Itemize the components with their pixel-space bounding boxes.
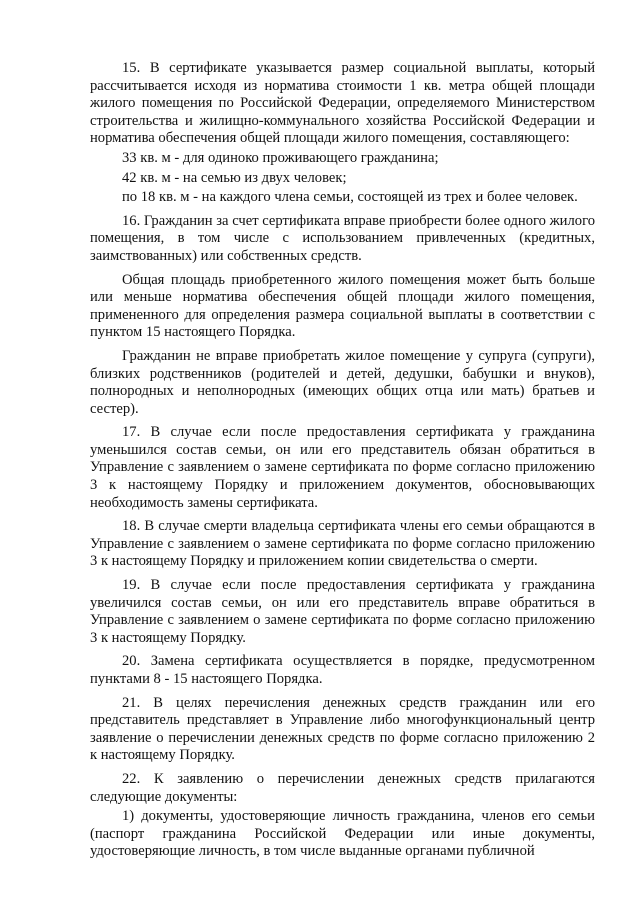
- paragraph-17: 17. В случае если после предоставления сертификата у гражданина уменьшился состав семьи, он или его представитель обязан обратиться в Управление с заявлением о замене сертификата по форме согласно приложению 3 к настоящему Порядку и приложением документов, обосновывающих необходимость замены сертификата.: [90, 424, 595, 511]
- paragraph-20: 20. Замена сертификата осуществляется в порядке, предусмотренном пунктами 8 - 15 настоящего Порядка.: [90, 653, 595, 687]
- paragraph-15: 15. В сертификате указывается размер социальной выплаты, который рассчитывается исходя из норматива стоимости 1 кв. метра общей площади жилого помещения по Российской Федерации, определяемого Министерством строительства и жилищно-коммунального хозяйства Российской Федерации и норматива обеспечения общей площади жилого помещения, составляющего:: [90, 60, 595, 147]
- paragraph-18: 18. В случае смерти владельца сертификата члены его семьи обращаются в Управление с заявлением о замене сертификата по форме согласно приложению 3 к настоящему Порядку и приложением копии свидетельства о смерти.: [90, 518, 595, 570]
- paragraph-16-restriction: Гражданин не вправе приобретать жилое помещение у супруга (супруги), близких родственников (родителей и детей, дедушки, бабушки и внуков), полнородных и неполнородных (имеющих общих отца или мать) братьев и сестер).: [90, 347, 595, 417]
- paragraph-21: 21. В целях перечисления денежных средств гражданин или его представитель представляет в Управление либо многофункциональный центр заявление о перечислении денежных средств по форме согласно приложению 2 к настоящему Порядку.: [90, 694, 595, 764]
- paragraph-22-item-1: 1) документы, удостоверяющие личность гражданина, членов его семьи (паспорт гражданина Российской Федерации или иные документы, удостоверяющие личность, в том числе выданные органами публичной: [90, 808, 595, 860]
- document-page: [90, 60, 595, 867]
- norm-item-two: 42 кв. м - на семью из двух человек;: [122, 169, 347, 186]
- norm-item-single: 33 кв. м - для одиноко проживающего гражданина;: [122, 149, 439, 166]
- paragraph-16-area: Общая площадь приобретенного жилого помещения может быть больше или меньше норматива обеспечения общей площади жилого помещения, примененного для определения размера социальной выплаты в соответствии с пунктом 15 настоящего Порядка.: [90, 271, 595, 341]
- paragraph-19: 19. В случае если после предоставления сертификата у гражданина увеличился состав семьи, он или его представитель вправе обратиться в Управление с заявлением о замене сертификата по форме согласно приложению 3 к настоящему Порядку.: [90, 577, 595, 646]
- paragraph-16: 16. Гражданин за счет сертификата вправе приобрести более одного жилого помещения, в том числе с использованием привлеченных (кредитных, заимствованных) или собственных средств.: [90, 212, 595, 264]
- norm-item-three-plus: по 18 кв. м - на каждого члена семьи, состоящей из трех и более человек.: [122, 189, 578, 206]
- paragraph-22: 22. К заявлению о перечислении денежных средств прилагаются следующие документы:: [90, 770, 595, 805]
